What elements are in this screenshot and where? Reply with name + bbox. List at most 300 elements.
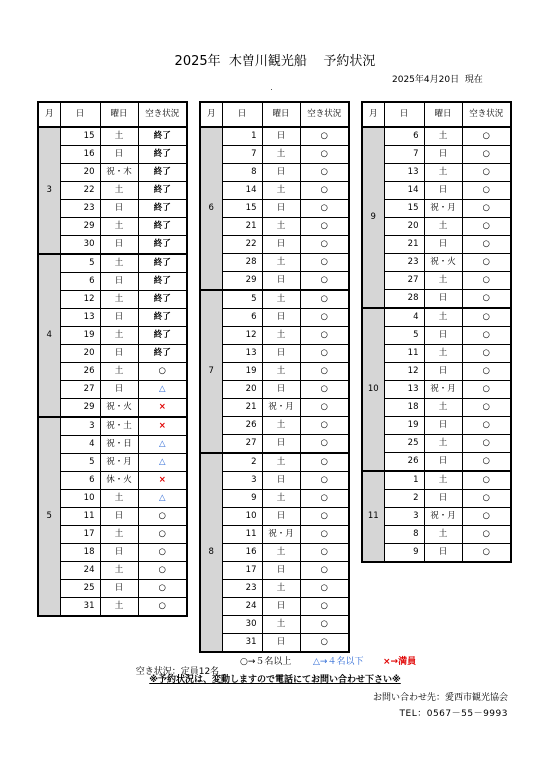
stray-dot <box>271 89 272 90</box>
table-row <box>362 399 511 417</box>
legend-triangle: △→４名以下 <box>313 657 364 667</box>
weekday-cell: 日 <box>100 273 138 291</box>
weekday-cell: 日 <box>262 345 300 363</box>
status-cell: ○ <box>300 490 349 508</box>
day-cell: 5 <box>60 454 100 472</box>
header-month: 月 <box>362 102 384 127</box>
day-cell: 20 <box>60 345 100 363</box>
weekday-cell: 日 <box>424 544 462 563</box>
weekday-cell: 祝・日 <box>100 436 138 454</box>
table-row <box>362 327 511 345</box>
day-cell: 9 <box>222 490 262 508</box>
status-cell: ○ <box>462 508 511 526</box>
day-cell: 7 <box>384 146 424 164</box>
status-cell: ○ <box>300 526 349 544</box>
table-row <box>362 272 511 290</box>
day-cell: 20 <box>384 218 424 236</box>
status-cell: ○ <box>300 363 349 381</box>
status-cell: ○ <box>300 634 349 653</box>
weekday-cell: 休・火 <box>100 472 138 490</box>
month-cell: 9 <box>362 127 384 308</box>
day-cell: 16 <box>222 544 262 562</box>
as-of-date: 2025年4月20日 現在 <box>392 75 483 85</box>
table-row <box>38 291 187 309</box>
weekday-cell: 日 <box>424 490 462 508</box>
header-weekday: 曜日 <box>424 102 462 127</box>
day-cell: 10 <box>222 508 262 526</box>
table-row <box>362 164 511 182</box>
weekday-cell: 日 <box>262 236 300 254</box>
header-status: 空き状況 <box>462 102 511 127</box>
weekday-cell: 土 <box>262 254 300 272</box>
table-row <box>200 363 349 381</box>
status-cell: ○ <box>462 435 511 453</box>
legend-circle: ○→５名以上 <box>240 657 292 667</box>
status-cell: ○ <box>462 236 511 254</box>
day-cell: 14 <box>384 182 424 200</box>
weekday-cell: 土 <box>100 291 138 309</box>
weekday-cell: 日 <box>100 200 138 218</box>
table-row <box>38 254 187 273</box>
status-cell: ○ <box>462 453 511 472</box>
day-cell: 11 <box>384 345 424 363</box>
day-cell: 22 <box>222 236 262 254</box>
status-cell: 終了 <box>138 182 187 200</box>
day-cell: 17 <box>60 526 100 544</box>
status-cell: ○ <box>300 616 349 634</box>
day-cell: 24 <box>60 562 100 580</box>
table-row <box>200 254 349 272</box>
status-cell: ○ <box>462 526 511 544</box>
weekday-cell: 祝・火 <box>424 254 462 272</box>
weekday-cell: 土 <box>262 218 300 236</box>
weekday-cell: 土 <box>262 417 300 435</box>
status-cell: △ <box>138 490 187 508</box>
status-cell: ○ <box>300 508 349 526</box>
weekday-cell: 土 <box>262 544 300 562</box>
day-cell: 19 <box>60 327 100 345</box>
table-row <box>200 146 349 164</box>
table-row <box>38 580 187 598</box>
table-row <box>362 218 511 236</box>
weekday-cell: 土 <box>424 399 462 417</box>
table-row <box>362 254 511 272</box>
table-row <box>38 146 187 164</box>
day-cell: 27 <box>60 381 100 399</box>
status-cell: ○ <box>462 381 511 399</box>
table-row <box>38 218 187 236</box>
status-cell: 終了 <box>138 291 187 309</box>
table-row <box>38 164 187 182</box>
weekday-cell: 日 <box>262 508 300 526</box>
table-row <box>200 417 349 435</box>
status-cell: ○ <box>300 218 349 236</box>
status-cell: ○ <box>300 182 349 200</box>
status-cell: △ <box>138 454 187 472</box>
status-cell: 終了 <box>138 273 187 291</box>
table-row <box>200 236 349 254</box>
table-row <box>38 454 187 472</box>
weekday-cell: 土 <box>424 526 462 544</box>
day-cell: 13 <box>60 309 100 327</box>
status-cell: ○ <box>300 580 349 598</box>
weekday-cell: 土 <box>100 127 138 146</box>
table-row <box>362 526 511 544</box>
weekday-cell: 土 <box>262 453 300 472</box>
status-cell: 終了 <box>138 146 187 164</box>
status-cell: ○ <box>462 471 511 490</box>
day-cell: 19 <box>222 363 262 381</box>
table-row <box>362 490 511 508</box>
weekday-cell: 日 <box>262 127 300 146</box>
header-month: 月 <box>38 102 60 127</box>
status-cell: 終了 <box>138 327 187 345</box>
day-cell: 1 <box>222 127 262 146</box>
day-cell: 23 <box>60 200 100 218</box>
status-cell: ○ <box>138 526 187 544</box>
table-row <box>200 634 349 653</box>
status-cell: ○ <box>300 381 349 399</box>
day-cell: 27 <box>222 435 262 454</box>
weekday-cell: 祝・月 <box>262 526 300 544</box>
day-cell: 12 <box>384 363 424 381</box>
schedule-table-1 <box>37 101 188 617</box>
status-cell: ○ <box>300 236 349 254</box>
weekday-cell: 日 <box>424 236 462 254</box>
weekday-cell: 土 <box>262 363 300 381</box>
day-cell: 5 <box>222 290 262 309</box>
status-cell: ○ <box>462 272 511 290</box>
header-day: 日 <box>222 102 262 127</box>
day-cell: 10 <box>60 490 100 508</box>
weekday-cell: 日 <box>100 309 138 327</box>
day-cell: 15 <box>60 127 100 146</box>
status-cell: ○ <box>138 562 187 580</box>
weekday-cell: 日 <box>424 363 462 381</box>
weekday-cell: 土 <box>262 146 300 164</box>
day-cell: 23 <box>222 580 262 598</box>
weekday-cell: 土 <box>424 345 462 363</box>
weekday-cell: 土 <box>424 308 462 327</box>
status-cell: ○ <box>300 345 349 363</box>
day-cell: 21 <box>384 236 424 254</box>
weekday-cell: 日 <box>100 381 138 399</box>
weekday-cell: 日 <box>262 309 300 327</box>
table-row <box>200 472 349 490</box>
table-row <box>200 526 349 544</box>
day-cell: 18 <box>60 544 100 562</box>
table-row <box>362 471 511 490</box>
weekday-cell: 土 <box>424 127 462 146</box>
day-cell: 18 <box>384 399 424 417</box>
weekday-cell: 日 <box>100 544 138 562</box>
weekday-cell: 土 <box>100 182 138 200</box>
weekday-cell: 土 <box>100 218 138 236</box>
table-row <box>38 327 187 345</box>
month-cell: 7 <box>200 290 222 453</box>
table-row <box>38 127 187 146</box>
status-cell: ○ <box>462 200 511 218</box>
status-cell: 終了 <box>138 254 187 273</box>
weekday-cell: 祝・月 <box>262 399 300 417</box>
status-cell: ○ <box>462 146 511 164</box>
status-cell: 終了 <box>138 345 187 363</box>
weekday-cell: 日 <box>100 508 138 526</box>
day-cell: 26 <box>384 453 424 472</box>
table-row <box>38 309 187 327</box>
day-cell: 13 <box>384 164 424 182</box>
table-row <box>362 435 511 453</box>
weekday-cell: 土 <box>100 562 138 580</box>
status-cell: ○ <box>462 490 511 508</box>
day-cell: 20 <box>222 381 262 399</box>
day-cell: 4 <box>384 308 424 327</box>
day-cell: 13 <box>384 381 424 399</box>
table-row <box>38 562 187 580</box>
status-cell: ○ <box>462 327 511 345</box>
weekday-cell: 日 <box>100 345 138 363</box>
status-cell: ○ <box>138 580 187 598</box>
status-cell: ○ <box>462 182 511 200</box>
header-weekday: 曜日 <box>262 102 300 127</box>
status-cell: ○ <box>300 562 349 580</box>
phone-number: TEL：0567－55－9993 <box>399 709 508 719</box>
weekday-cell: 祝・土 <box>100 417 138 436</box>
status-cell: × <box>138 399 187 418</box>
day-cell: 19 <box>384 417 424 435</box>
day-cell: 3 <box>222 472 262 490</box>
status-cell: ○ <box>138 508 187 526</box>
table-row <box>362 345 511 363</box>
table-row <box>200 327 349 345</box>
status-cell: ○ <box>300 435 349 454</box>
weekday-cell: 日 <box>424 417 462 435</box>
day-cell: 11 <box>60 508 100 526</box>
weekday-cell: 日 <box>262 634 300 653</box>
day-cell: 28 <box>384 290 424 309</box>
table-row <box>38 508 187 526</box>
day-cell: 29 <box>222 272 262 291</box>
schedule-table-2 <box>199 101 350 653</box>
day-cell: 21 <box>222 399 262 417</box>
table-row <box>200 272 349 291</box>
table-row <box>200 580 349 598</box>
status-cell: ○ <box>300 272 349 291</box>
day-cell: 25 <box>384 435 424 453</box>
table-row <box>362 453 511 472</box>
weekday-cell: 土 <box>424 435 462 453</box>
table-row <box>362 127 511 146</box>
table-row <box>38 236 187 255</box>
table-row <box>200 453 349 472</box>
status-cell: 終了 <box>138 164 187 182</box>
weekday-cell: 土 <box>424 272 462 290</box>
weekday-cell: 日 <box>100 236 138 255</box>
weekday-cell: 日 <box>262 164 300 182</box>
weekday-cell: 日 <box>262 435 300 454</box>
table-row <box>362 290 511 309</box>
weekday-cell: 日 <box>424 182 462 200</box>
weekday-cell: 日 <box>100 580 138 598</box>
table-row <box>362 308 511 327</box>
status-cell: ○ <box>462 544 511 563</box>
day-cell: 6 <box>384 127 424 146</box>
table-row <box>362 381 511 399</box>
month-cell: 8 <box>200 453 222 652</box>
table-row <box>38 200 187 218</box>
weekday-cell: 土 <box>100 327 138 345</box>
weekday-cell: 土 <box>424 164 462 182</box>
table-row <box>38 490 187 508</box>
weekday-cell: 日 <box>424 146 462 164</box>
day-cell: 6 <box>60 273 100 291</box>
status-cell: ○ <box>462 363 511 381</box>
contact-info: お問い合わせ先：愛西市観光協会 <box>372 693 508 703</box>
status-cell: 終了 <box>138 309 187 327</box>
table-row <box>362 236 511 254</box>
day-cell: 26 <box>60 363 100 381</box>
day-cell: 12 <box>60 291 100 309</box>
month-cell: 5 <box>38 417 60 616</box>
weekday-cell: 土 <box>262 490 300 508</box>
page-title: 2025年 木曽川観光船 予約状況 <box>174 54 376 69</box>
weekday-cell: 日 <box>262 472 300 490</box>
status-cell: ○ <box>462 399 511 417</box>
table-row <box>200 182 349 200</box>
status-cell: △ <box>138 436 187 454</box>
table-row <box>200 544 349 562</box>
table-row <box>362 146 511 164</box>
day-cell: 21 <box>222 218 262 236</box>
day-cell: 7 <box>222 146 262 164</box>
day-cell: 4 <box>60 436 100 454</box>
weekday-cell: 日 <box>424 453 462 472</box>
status-cell: ○ <box>300 399 349 417</box>
weekday-cell: 日 <box>262 562 300 580</box>
table-row <box>200 381 349 399</box>
status-cell: 終了 <box>138 218 187 236</box>
weekday-cell: 日 <box>262 598 300 616</box>
table-row <box>200 127 349 146</box>
legend-cross: ×→満員 <box>383 657 417 667</box>
status-cell: ○ <box>462 345 511 363</box>
month-cell: 11 <box>362 471 384 562</box>
weekday-cell: 土 <box>262 290 300 309</box>
table-row <box>200 490 349 508</box>
table-row <box>38 345 187 363</box>
month-cell: 3 <box>38 127 60 254</box>
header-day: 日 <box>384 102 424 127</box>
day-cell: 29 <box>60 218 100 236</box>
table-row <box>200 435 349 454</box>
table-row <box>362 200 511 218</box>
month-cell: 10 <box>362 308 384 471</box>
status-cell: ○ <box>300 453 349 472</box>
day-cell: 22 <box>60 182 100 200</box>
status-cell: ○ <box>300 309 349 327</box>
weekday-cell: 土 <box>100 598 138 617</box>
weekday-cell: 土 <box>424 471 462 490</box>
status-cell: ○ <box>462 417 511 435</box>
status-cell: ○ <box>462 308 511 327</box>
day-cell: 14 <box>222 182 262 200</box>
day-cell: 28 <box>222 254 262 272</box>
table-row <box>200 309 349 327</box>
weekday-cell: 祝・火 <box>100 399 138 418</box>
weekday-cell: 日 <box>262 381 300 399</box>
status-cell: △ <box>138 381 187 399</box>
status-cell: ○ <box>300 146 349 164</box>
status-cell: ○ <box>300 544 349 562</box>
table-row <box>200 562 349 580</box>
day-cell: 15 <box>384 200 424 218</box>
table-row <box>38 598 187 617</box>
day-cell: 24 <box>222 598 262 616</box>
table-row <box>38 417 187 436</box>
weekday-cell: 土 <box>262 580 300 598</box>
table-row <box>200 290 349 309</box>
day-cell: 2 <box>222 453 262 472</box>
status-cell: ○ <box>300 164 349 182</box>
table-row <box>38 399 187 418</box>
status-cell: ○ <box>138 598 187 617</box>
day-cell: 30 <box>222 616 262 634</box>
weekday-cell: 日 <box>100 146 138 164</box>
day-cell: 3 <box>60 417 100 436</box>
day-cell: 6 <box>60 472 100 490</box>
status-cell: ○ <box>462 127 511 146</box>
header-month: 月 <box>200 102 222 127</box>
day-cell: 9 <box>384 544 424 563</box>
weekday-cell: 祝・月 <box>424 381 462 399</box>
weekday-cell: 祝・月 <box>424 200 462 218</box>
status-cell: ○ <box>300 127 349 146</box>
day-cell: 20 <box>60 164 100 182</box>
day-cell: 8 <box>384 526 424 544</box>
day-cell: 5 <box>384 327 424 345</box>
header-weekday: 曜日 <box>100 102 138 127</box>
weekday-cell: 日 <box>424 290 462 309</box>
table-row <box>200 200 349 218</box>
day-cell: 27 <box>384 272 424 290</box>
day-cell: 13 <box>222 345 262 363</box>
header-status: 空き状況 <box>138 102 187 127</box>
weekday-cell: 土 <box>100 254 138 273</box>
table-row <box>200 508 349 526</box>
day-cell: 16 <box>60 146 100 164</box>
day-cell: 1 <box>384 471 424 490</box>
weekday-cell: 土 <box>100 363 138 381</box>
weekday-cell: 土 <box>262 327 300 345</box>
weekday-cell: 土 <box>100 490 138 508</box>
availability-note: ※予約状況は、変動しますので電話にてお問い合わせ下さい※ <box>149 675 401 685</box>
table-row <box>38 182 187 200</box>
table-row <box>38 544 187 562</box>
table-row <box>200 399 349 417</box>
day-cell: 23 <box>384 254 424 272</box>
day-cell: 31 <box>60 598 100 617</box>
table-row <box>362 363 511 381</box>
day-cell: 3 <box>384 508 424 526</box>
table-row <box>362 182 511 200</box>
status-cell: ○ <box>300 472 349 490</box>
status-cell: ○ <box>300 200 349 218</box>
status-cell: ○ <box>462 218 511 236</box>
status-cell: ○ <box>138 544 187 562</box>
status-cell: 終了 <box>138 236 187 255</box>
weekday-cell: 土 <box>424 218 462 236</box>
weekday-cell: 土 <box>262 616 300 634</box>
